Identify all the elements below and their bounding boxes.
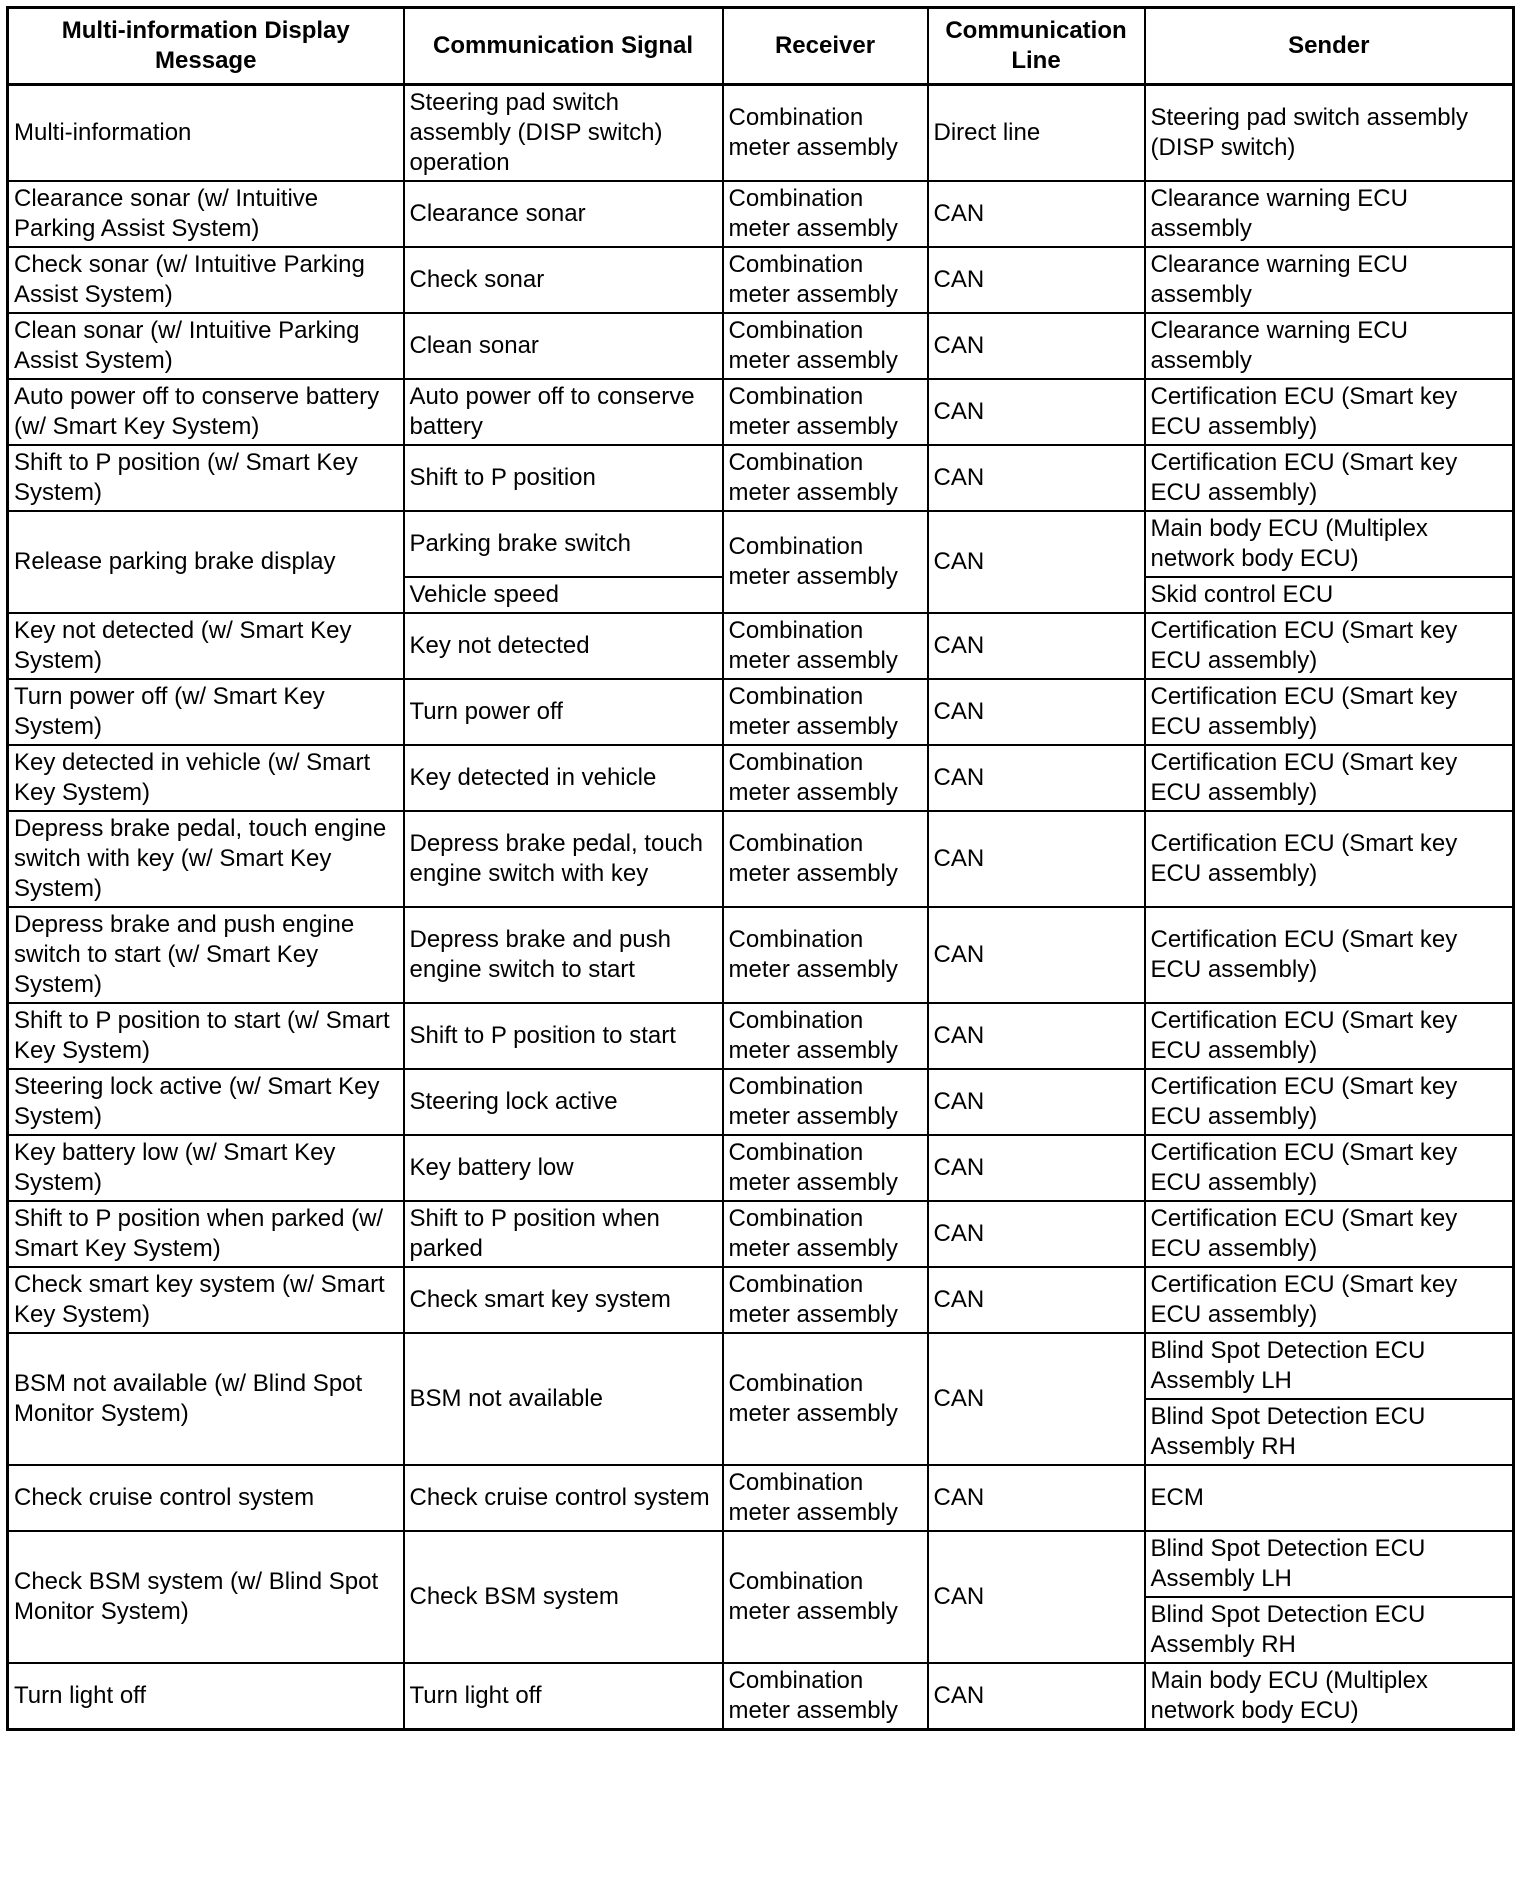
- sender-cell: Clearance warning ECU assembly: [1145, 313, 1514, 379]
- signal-cell: Parking brake switch: [404, 511, 723, 577]
- sender-cell: Clearance warning ECU assembly: [1145, 247, 1514, 313]
- communication-table-sheet: [6, 6, 1512, 1731]
- line-cell: CAN: [928, 811, 1145, 907]
- signal-cell: Shift to P position when parked: [404, 1201, 723, 1267]
- sender-cell: Certification ECU (Smart key ECU assembly): [1145, 907, 1514, 1003]
- line-cell: CAN: [928, 1531, 1145, 1663]
- receiver-cell: Combination meter assembly: [723, 1531, 928, 1663]
- signal-cell: Turn power off: [404, 679, 723, 745]
- communication-table: [6, 6, 1515, 1731]
- signal-cell: Check cruise control system: [404, 1465, 723, 1531]
- line-cell: CAN: [928, 1663, 1145, 1730]
- line-cell: CAN: [928, 679, 1145, 745]
- signal-cell: Depress brake pedal, touch engine switch with key: [404, 811, 723, 907]
- table-row: [8, 1267, 1514, 1333]
- table-row: [8, 313, 1514, 379]
- receiver-cell: Combination meter assembly: [723, 1069, 928, 1135]
- line-cell: CAN: [928, 1003, 1145, 1069]
- line-cell: CAN: [928, 181, 1145, 247]
- table-row: [8, 679, 1514, 745]
- table-row: [8, 907, 1514, 1003]
- message-cell: Shift to P position (w/ Smart Key System): [8, 445, 404, 511]
- message-cell: Check cruise control system: [8, 1465, 404, 1531]
- signal-cell: Vehicle speed: [404, 577, 723, 613]
- message-cell: Turn light off: [8, 1663, 404, 1730]
- table-row: [8, 1333, 1514, 1399]
- line-cell: CAN: [928, 613, 1145, 679]
- table-row: [8, 1201, 1514, 1267]
- sender-cell: Certification ECU (Smart key ECU assembly): [1145, 1201, 1514, 1267]
- message-cell: Key not detected (w/ Smart Key System): [8, 613, 404, 679]
- line-cell: Direct line: [928, 85, 1145, 182]
- line-cell: CAN: [928, 511, 1145, 613]
- table-row: [8, 181, 1514, 247]
- receiver-cell: Combination meter assembly: [723, 85, 928, 182]
- message-cell: Release parking brake display: [8, 511, 404, 613]
- sender-cell: Certification ECU (Smart key ECU assembly): [1145, 613, 1514, 679]
- receiver-cell: Combination meter assembly: [723, 613, 928, 679]
- message-cell: Key detected in vehicle (w/ Smart Key System): [8, 745, 404, 811]
- header-message: Multi-information Display Message: [8, 8, 404, 85]
- sender-cell: Certification ECU (Smart key ECU assembly): [1145, 1003, 1514, 1069]
- sender-cell: Blind Spot Detection ECU Assembly LH: [1145, 1531, 1514, 1597]
- signal-cell: Steering lock active: [404, 1069, 723, 1135]
- table-row: [8, 1135, 1514, 1201]
- sender-cell: Blind Spot Detection ECU Assembly LH: [1145, 1333, 1514, 1399]
- receiver-cell: Combination meter assembly: [723, 679, 928, 745]
- sender-cell: Main body ECU (Multiplex network body ECU): [1145, 511, 1514, 577]
- message-cell: Check sonar (w/ Intuitive Parking Assist System): [8, 247, 404, 313]
- sender-cell: Certification ECU (Smart key ECU assembly): [1145, 379, 1514, 445]
- receiver-cell: Combination meter assembly: [723, 1201, 928, 1267]
- sender-cell: Certification ECU (Smart key ECU assembly): [1145, 679, 1514, 745]
- table-row: [8, 511, 1514, 577]
- message-cell: BSM not available (w/ Blind Spot Monitor System): [8, 1333, 404, 1465]
- line-cell: CAN: [928, 745, 1145, 811]
- line-cell: CAN: [928, 1069, 1145, 1135]
- table-row: [8, 613, 1514, 679]
- signal-cell: Key battery low: [404, 1135, 723, 1201]
- table-row: [8, 379, 1514, 445]
- sender-cell: ECM: [1145, 1465, 1514, 1531]
- signal-cell: Shift to P position: [404, 445, 723, 511]
- table-row: [8, 1663, 1514, 1730]
- message-cell: Clearance sonar (w/ Intuitive Parking Assist System): [8, 181, 404, 247]
- line-cell: CAN: [928, 1135, 1145, 1201]
- receiver-cell: Combination meter assembly: [723, 1333, 928, 1465]
- line-cell: CAN: [928, 247, 1145, 313]
- message-cell: Steering lock active (w/ Smart Key System): [8, 1069, 404, 1135]
- sender-cell: Certification ECU (Smart key ECU assembly): [1145, 811, 1514, 907]
- signal-cell: Shift to P position to start: [404, 1003, 723, 1069]
- message-cell: Turn power off (w/ Smart Key System): [8, 679, 404, 745]
- signal-cell: Key detected in vehicle: [404, 745, 723, 811]
- signal-cell: Check sonar: [404, 247, 723, 313]
- line-cell: CAN: [928, 1333, 1145, 1465]
- line-cell: CAN: [928, 907, 1145, 1003]
- receiver-cell: Combination meter assembly: [723, 511, 928, 613]
- header-signal: Communication Signal: [404, 8, 723, 85]
- header-line: Communication Line: [928, 8, 1145, 85]
- sender-cell: Certification ECU (Smart key ECU assembly): [1145, 445, 1514, 511]
- table-row: [8, 1069, 1514, 1135]
- line-cell: CAN: [928, 1267, 1145, 1333]
- message-cell: Depress brake pedal, touch engine switch with key (w/ Smart Key System): [8, 811, 404, 907]
- table-row: [8, 745, 1514, 811]
- table-row: [8, 1531, 1514, 1597]
- receiver-cell: Combination meter assembly: [723, 1267, 928, 1333]
- message-cell: Check BSM system (w/ Blind Spot Monitor System): [8, 1531, 404, 1663]
- message-cell: Depress brake and push engine switch to start (w/ Smart Key System): [8, 907, 404, 1003]
- signal-cell: Clearance sonar: [404, 181, 723, 247]
- receiver-cell: Combination meter assembly: [723, 811, 928, 907]
- sender-cell: Blind Spot Detection ECU Assembly RH: [1145, 1597, 1514, 1663]
- message-cell: Auto power off to conserve battery (w/ Smart Key System): [8, 379, 404, 445]
- table-row: [8, 445, 1514, 511]
- receiver-cell: Combination meter assembly: [723, 247, 928, 313]
- table-row: [8, 1465, 1514, 1531]
- sender-cell: Certification ECU (Smart key ECU assembly): [1145, 745, 1514, 811]
- sender-cell: Steering pad switch assembly (DISP switch): [1145, 85, 1514, 182]
- signal-cell: Auto power off to conserve battery: [404, 379, 723, 445]
- sender-cell: Skid control ECU: [1145, 577, 1514, 613]
- receiver-cell: Combination meter assembly: [723, 1465, 928, 1531]
- sender-cell: Certification ECU (Smart key ECU assembly): [1145, 1135, 1514, 1201]
- receiver-cell: Combination meter assembly: [723, 1003, 928, 1069]
- table-row: [8, 1003, 1514, 1069]
- receiver-cell: Combination meter assembly: [723, 1663, 928, 1730]
- message-cell: Multi-information: [8, 85, 404, 182]
- receiver-cell: Combination meter assembly: [723, 379, 928, 445]
- message-cell: Check smart key system (w/ Smart Key System): [8, 1267, 404, 1333]
- header-sender: Sender: [1145, 8, 1514, 85]
- receiver-cell: Combination meter assembly: [723, 445, 928, 511]
- line-cell: CAN: [928, 445, 1145, 511]
- sender-cell: Main body ECU (Multiplex network body ECU): [1145, 1663, 1514, 1730]
- signal-cell: Clean sonar: [404, 313, 723, 379]
- receiver-cell: Combination meter assembly: [723, 1135, 928, 1201]
- receiver-cell: Combination meter assembly: [723, 181, 928, 247]
- signal-cell: BSM not available: [404, 1333, 723, 1465]
- table-body: [8, 85, 1514, 1730]
- line-cell: CAN: [928, 1465, 1145, 1531]
- receiver-cell: Combination meter assembly: [723, 745, 928, 811]
- signal-cell: Depress brake and push engine switch to start: [404, 907, 723, 1003]
- line-cell: CAN: [928, 313, 1145, 379]
- sender-cell: Blind Spot Detection ECU Assembly RH: [1145, 1399, 1514, 1465]
- sender-cell: Certification ECU (Smart key ECU assembly): [1145, 1267, 1514, 1333]
- message-cell: Shift to P position to start (w/ Smart Key System): [8, 1003, 404, 1069]
- line-cell: CAN: [928, 1201, 1145, 1267]
- message-cell: Shift to P position when parked (w/ Smart Key System): [8, 1201, 404, 1267]
- sender-cell: Certification ECU (Smart key ECU assembly): [1145, 1069, 1514, 1135]
- receiver-cell: Combination meter assembly: [723, 907, 928, 1003]
- table-row: [8, 247, 1514, 313]
- table-row: [8, 85, 1514, 182]
- signal-cell: Check BSM system: [404, 1531, 723, 1663]
- message-cell: Clean sonar (w/ Intuitive Parking Assist System): [8, 313, 404, 379]
- header-row: [8, 8, 1514, 85]
- receiver-cell: Combination meter assembly: [723, 313, 928, 379]
- message-cell: Key battery low (w/ Smart Key System): [8, 1135, 404, 1201]
- header-receiver: Receiver: [723, 8, 928, 85]
- table-row: [8, 811, 1514, 907]
- sender-cell: Clearance warning ECU assembly: [1145, 181, 1514, 247]
- signal-cell: Steering pad switch assembly (DISP switch) operation: [404, 85, 723, 182]
- signal-cell: Turn light off: [404, 1663, 723, 1730]
- signal-cell: Check smart key system: [404, 1267, 723, 1333]
- signal-cell: Key not detected: [404, 613, 723, 679]
- line-cell: CAN: [928, 379, 1145, 445]
